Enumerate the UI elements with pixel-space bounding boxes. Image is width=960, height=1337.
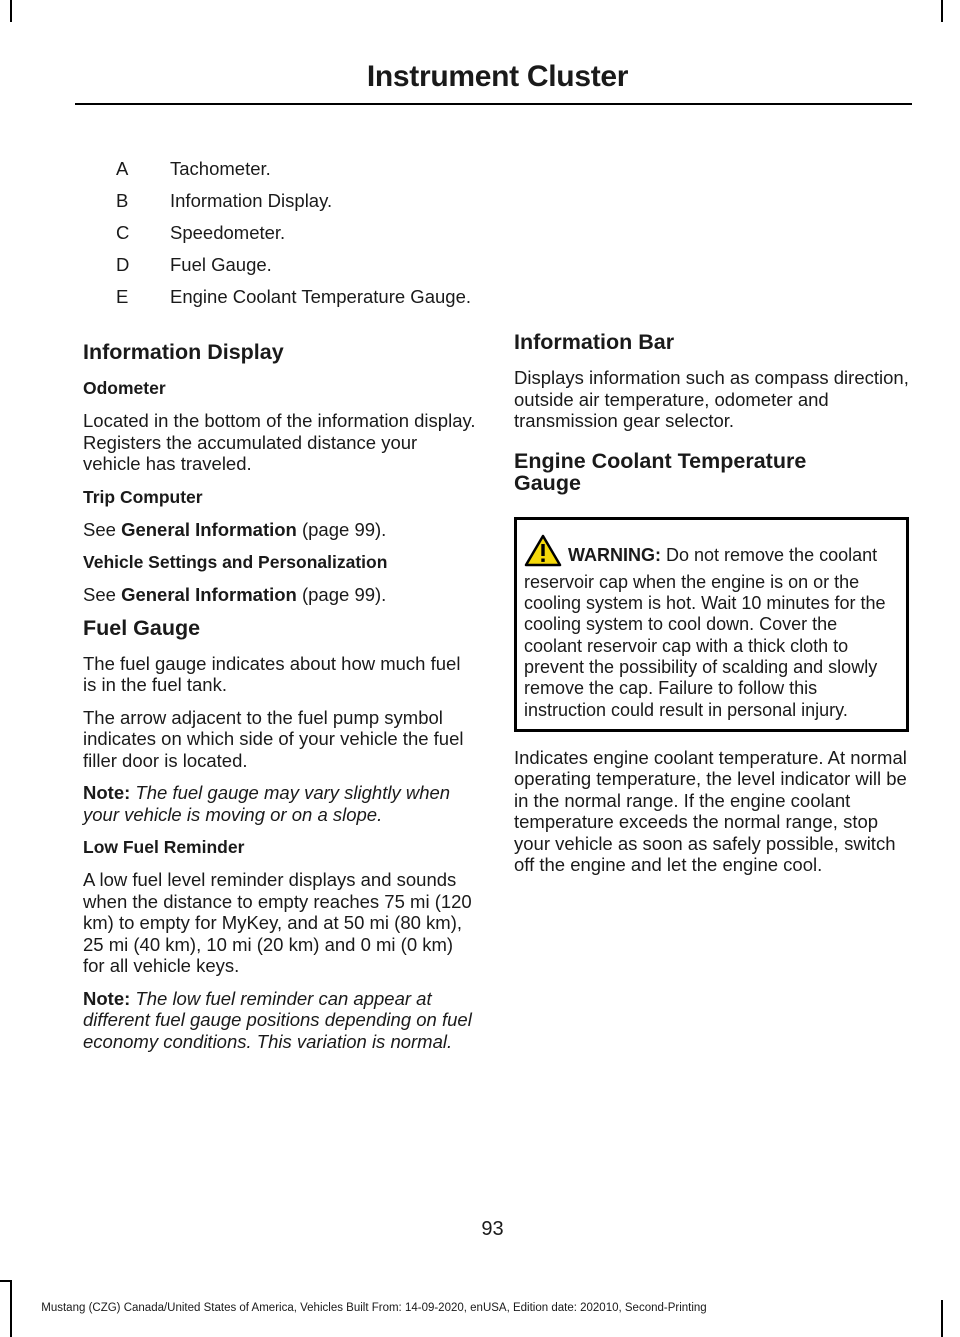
warning-box	[514, 517, 909, 732]
page-reference: (page 99).	[296, 518, 387, 540]
legend-key: E	[116, 286, 129, 307]
crop-mark-bottom-right	[941, 1300, 943, 1337]
low-fuel-note	[83, 988, 478, 1053]
figure-legend	[86, 153, 686, 313]
right-column	[514, 331, 909, 887]
legend-key: A	[116, 158, 129, 179]
left-column	[83, 341, 478, 1063]
fuel-gauge-text-1: The fuel gauge indicates about how much fuel is in the fuel tank.	[83, 652, 461, 695]
footer-text: Mustang (CZG) Canada/United States of America, Vehicles Built From: 14-09-2020, enUSA, Edition date: 202010, Second-Printing	[41, 1302, 707, 1314]
note-text: The low fuel reminder can appear at different fuel gauge positions depending on fuel economy conditions. This variation is normal.	[83, 987, 472, 1052]
low-fuel-reminder-text: A low fuel level reminder displays and sounds when the distance to empty reaches 75 mi (120 km) to empty for MyKey, and at 50 mi (80 km), 25 mi (40 km), 10 mi (20 km) and 0 mi (0 km) for all vehicle keys.	[83, 869, 472, 976]
legend-item	[86, 249, 686, 281]
page-reference: (page 99).	[296, 584, 387, 605]
information-bar-heading: Information Bar	[514, 330, 675, 354]
general-information-link[interactable]: General Information	[121, 584, 297, 605]
legend-key: D	[116, 254, 130, 275]
legend-text: Tachometer.	[170, 158, 271, 179]
crop-mark-top-left	[10, 0, 12, 22]
fuel-gauge-text-2: The arrow adjacent to the fuel pump symbol indicates on which side of your vehicle the fuel filler door is located.	[83, 706, 464, 771]
legend-item	[86, 217, 686, 249]
legend-key: B	[116, 190, 129, 211]
low-fuel-reminder-heading: Low Fuel Reminder	[83, 837, 245, 857]
legend-key: C	[116, 222, 130, 243]
engine-coolant-heading: Engine Coolant Temperature Gauge	[514, 448, 807, 495]
vehicle-settings-reference	[83, 584, 478, 606]
page-title: Instrument Cluster	[366, 60, 629, 93]
trip-computer-reference	[83, 519, 478, 541]
page-number: 93	[481, 1218, 504, 1240]
information-bar-text: Displays information such as compass direction, outside air temperature, odometer and transmission gear selector.	[514, 367, 909, 431]
warning-text: Do not remove the coolant reservoir cap when the engine is on or the cooling system is hot. Wait 10 minutes for the cooling system to cool down. Cover the coolant reservoir cap with a thick cloth to prevent the possibility of scalding and slowly remove the cap. Failure to follow this instruction could result in personal injury.	[524, 544, 886, 720]
header-divider	[75, 103, 912, 105]
engine-coolant-text: Indicates engine coolant temperature. At normal operating temperature, the level indicator will be in the normal range. If the engine coolant temperature exceeds the normal range, stop your vehicle as soon as safely possible, switch off the engine and let the engine cool.	[514, 746, 907, 876]
information-display-heading: Information Display	[83, 340, 284, 364]
crop-mark-bottom-left-h	[0, 1280, 12, 1282]
warning-label: WARNING:	[568, 544, 661, 565]
trip-computer-heading: Trip Computer	[83, 486, 203, 507]
fuel-gauge-note	[83, 782, 478, 825]
crop-mark-top-right	[941, 0, 943, 22]
fuel-gauge-heading: Fuel Gauge	[83, 615, 201, 640]
legend-text: Speedometer.	[170, 222, 286, 243]
general-information-link[interactable]: General Information	[121, 518, 297, 540]
legend-text: Engine Coolant Temperature Gauge.	[170, 286, 471, 307]
note-text: The fuel gauge may vary slightly when your vehicle is moving or on a slope.	[83, 782, 451, 825]
warning-triangle-icon	[524, 534, 562, 572]
odometer-text: Located in the bottom of the information display. Registers the accumulated distance your vehicle has traveled.	[83, 410, 476, 474]
legend-item	[86, 185, 686, 217]
legend-item	[86, 281, 686, 313]
vehicle-settings-heading: Vehicle Settings and Personalization	[83, 552, 388, 572]
note-label: Note:	[83, 782, 131, 803]
legend-text: Information Display.	[170, 190, 333, 211]
see-label: See	[83, 584, 122, 605]
see-label: See	[83, 518, 122, 540]
legend-item	[86, 153, 686, 185]
legend-text: Fuel Gauge.	[170, 254, 272, 275]
odometer-heading: Odometer	[83, 378, 166, 398]
note-label: Note:	[83, 987, 131, 1009]
